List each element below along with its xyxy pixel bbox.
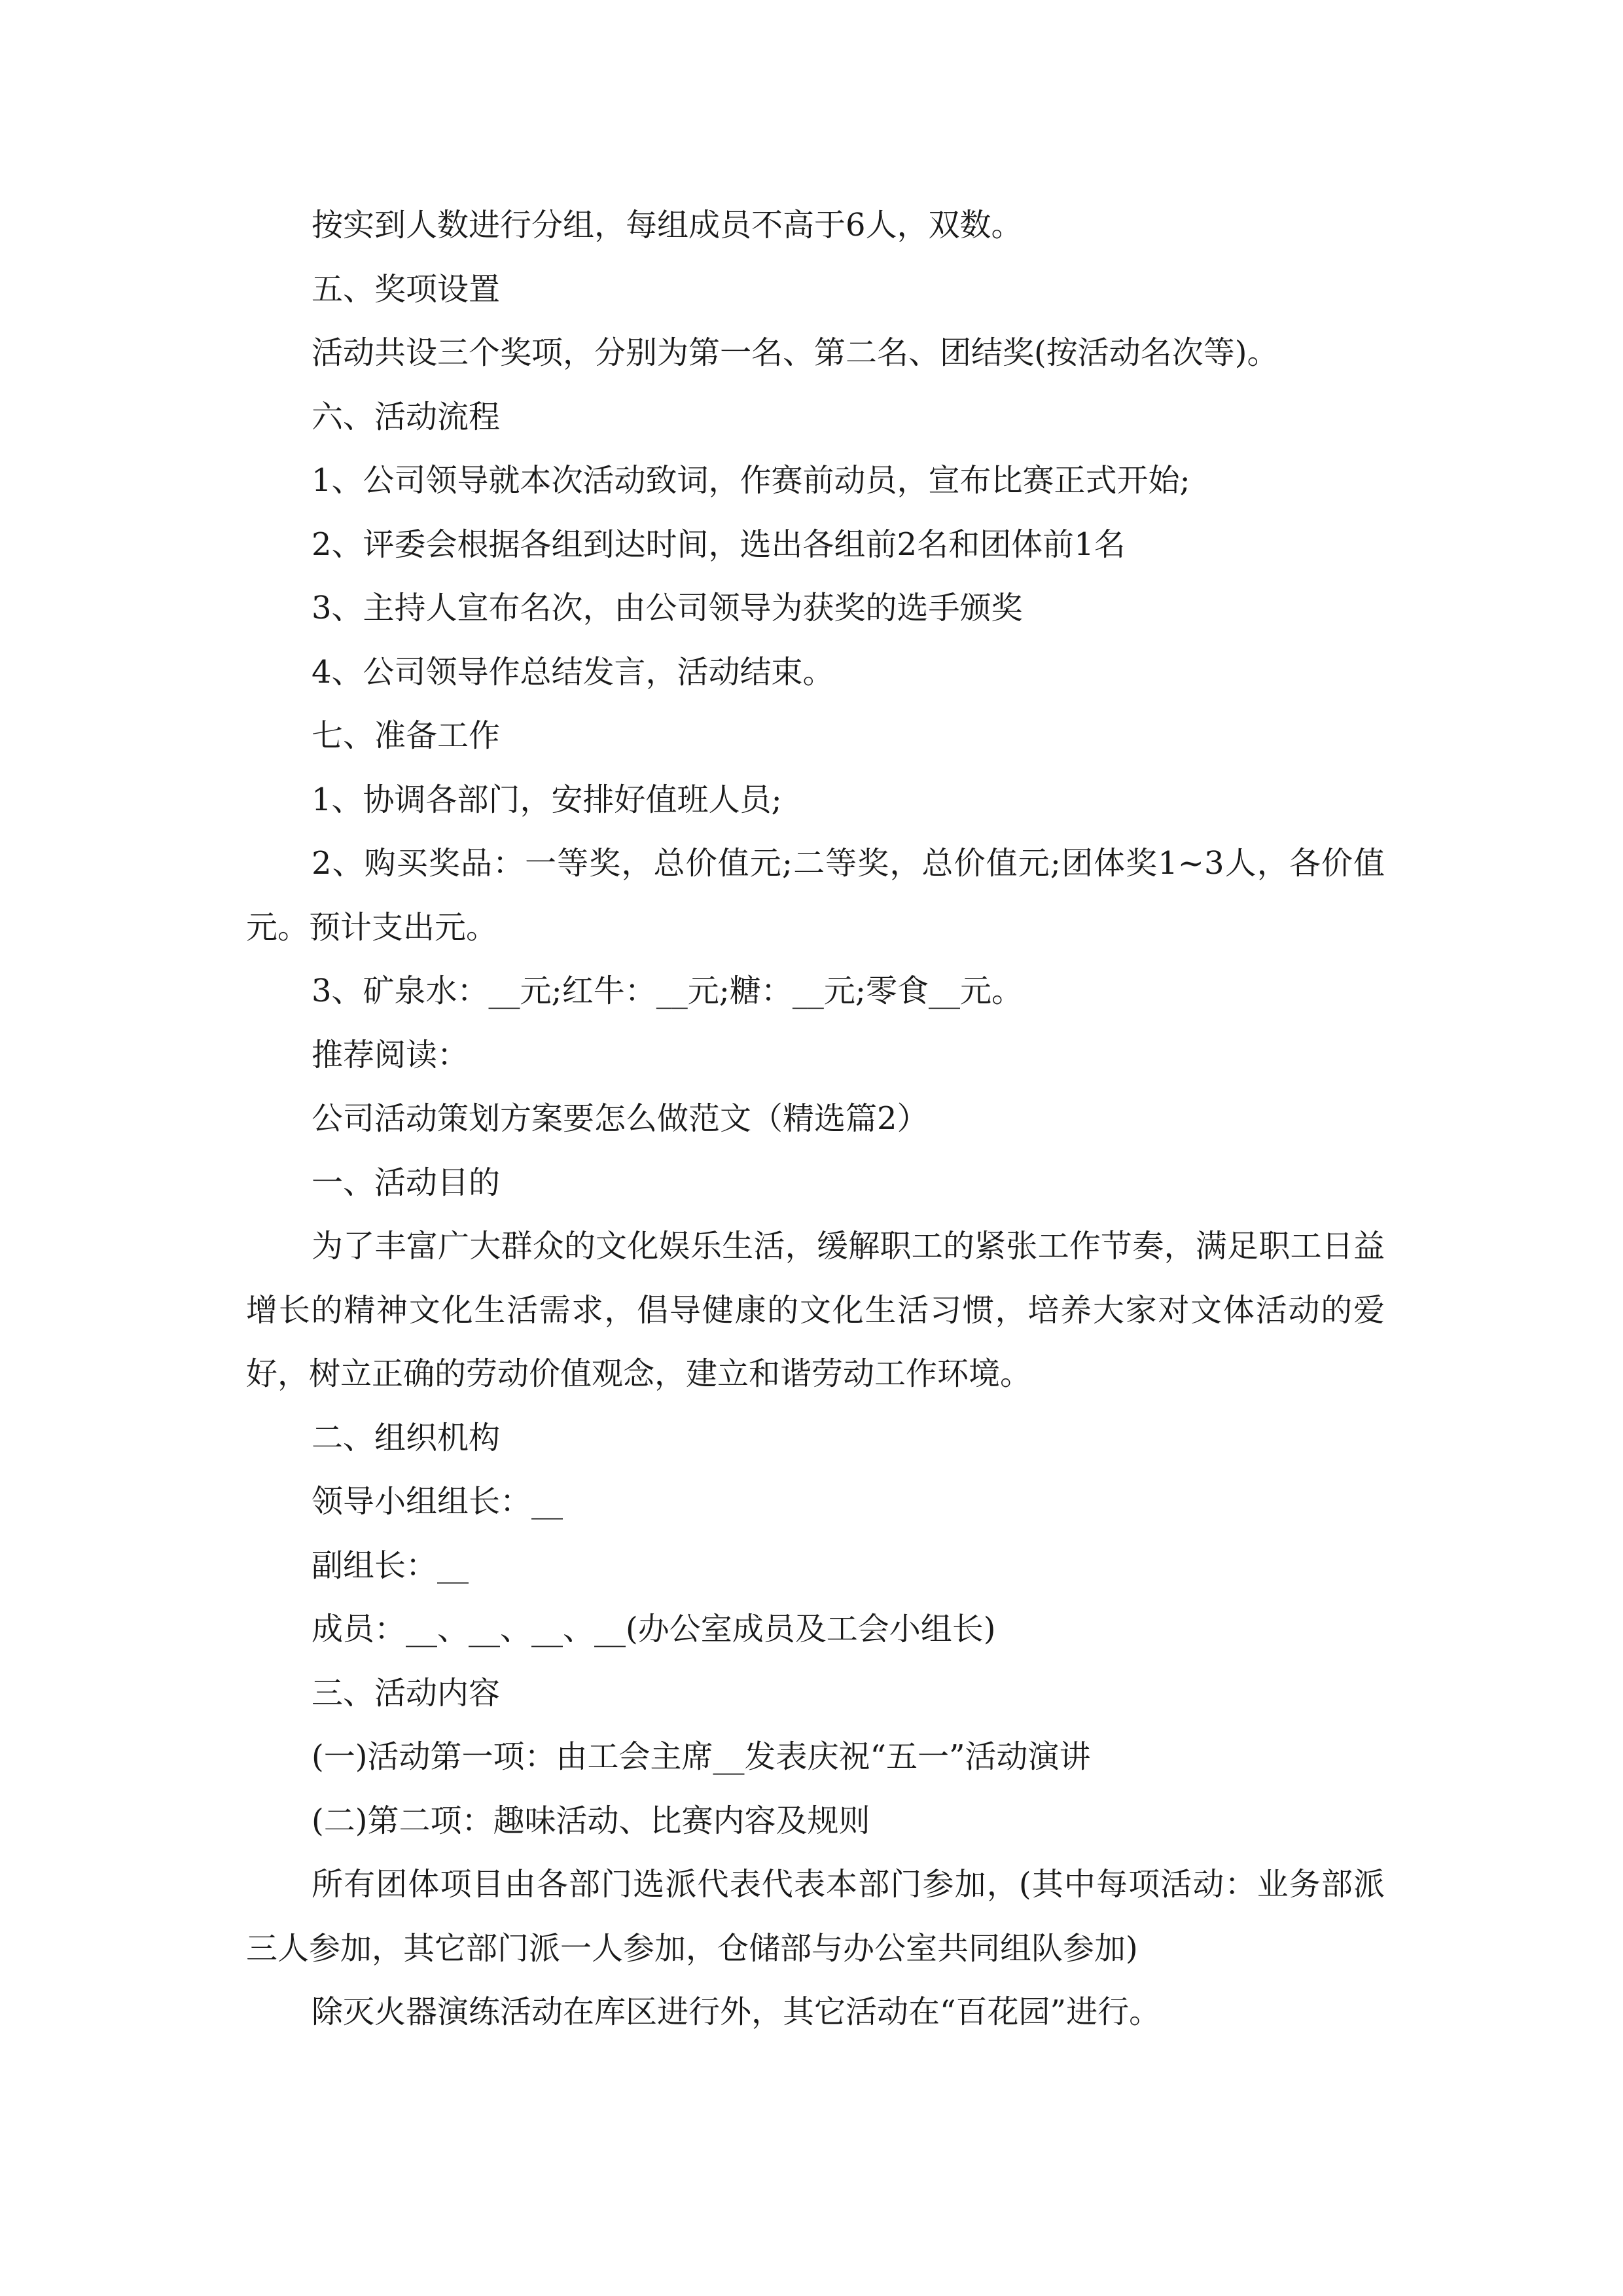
- paragraph-venue: 除灭火器演练活动在库区进行外，其它活动在“百花园”进行。: [312, 1994, 1161, 2030]
- paragraph-purpose: 为了丰富广大群众的文化娱乐生活，缓解职工的紧张工作节奏，满足职工日益增长的精神文化生活需求，倡导健康的文化生活习惯，培养大家对文体活动的爱好，树立正确的劳动价值观念，建立和谐劳动工作环境。: [246, 1228, 1385, 1392]
- article-2-title: 公司活动策划方案要怎么做范文（精选篇2）: [312, 1100, 929, 1137]
- recommended-reading-label: 推荐阅读：: [312, 1036, 469, 1073]
- preparation-item-3: 3、矿泉水：__元;红牛：__元;糖：__元;零食__元。: [312, 973, 1024, 1009]
- heading-preparation: 七、准备工作: [312, 717, 501, 754]
- preparation-item-2: 2、购买奖品：一等奖，总价值元;二等奖，总价值元;团体奖1~3人，各价值元。预计支出元。: [246, 845, 1385, 946]
- paragraph-team-entries: 所有团体项目由各部门选派代表代表本部门参加，(其中每项活动：业务部派三人参加，其它部门派一人参加，仓储部与办公室共同组队参加): [246, 1866, 1385, 1967]
- heading-content: 三、活动内容: [312, 1674, 501, 1712]
- heading-purpose: 一、活动目的: [312, 1164, 501, 1201]
- heading-organization: 二、组织机构: [312, 1419, 501, 1456]
- process-step-4: 4、公司领导作总结发言，活动结束。: [312, 653, 834, 691]
- organization-leader: 领导小组组长：__: [312, 1483, 563, 1520]
- process-step-2: 2、评委会根据各组到达时间，选出各组前2名和团体前1名: [312, 526, 1126, 563]
- content-item-2: (二)第二项：趣味活动、比赛内容及规则: [312, 1802, 870, 1839]
- organization-deputy: 副组长：__: [312, 1547, 469, 1584]
- process-step-1: 1、公司领导就本次活动致词，作赛前动员，宣布比赛正式开始;: [312, 462, 1190, 499]
- organization-members: 成员：__、__、__、__(办公室成员及工会小组长): [312, 1611, 996, 1647]
- heading-process: 六、活动流程: [312, 398, 501, 435]
- content-item-1: (一)活动第一项：由工会主席__发表庆祝“五一”活动演讲: [312, 1738, 1091, 1775]
- preparation-item-1: 1、协调各部门，安排好值班人员;: [312, 781, 782, 818]
- document-body: [246, 194, 1385, 2045]
- paragraph-awards: 活动共设三个奖项，分别为第一名、第二名、团结奖(按活动名次等)。: [312, 334, 1279, 371]
- process-step-3: 3、主持人宣布名次，由公司领导为获奖的选手颁奖: [312, 590, 1023, 626]
- heading-awards: 五、奖项设置: [312, 270, 501, 308]
- paragraph-grouping-rule: 按实到人数进行分组，每组成员不高于6人，双数。: [312, 207, 1023, 243]
